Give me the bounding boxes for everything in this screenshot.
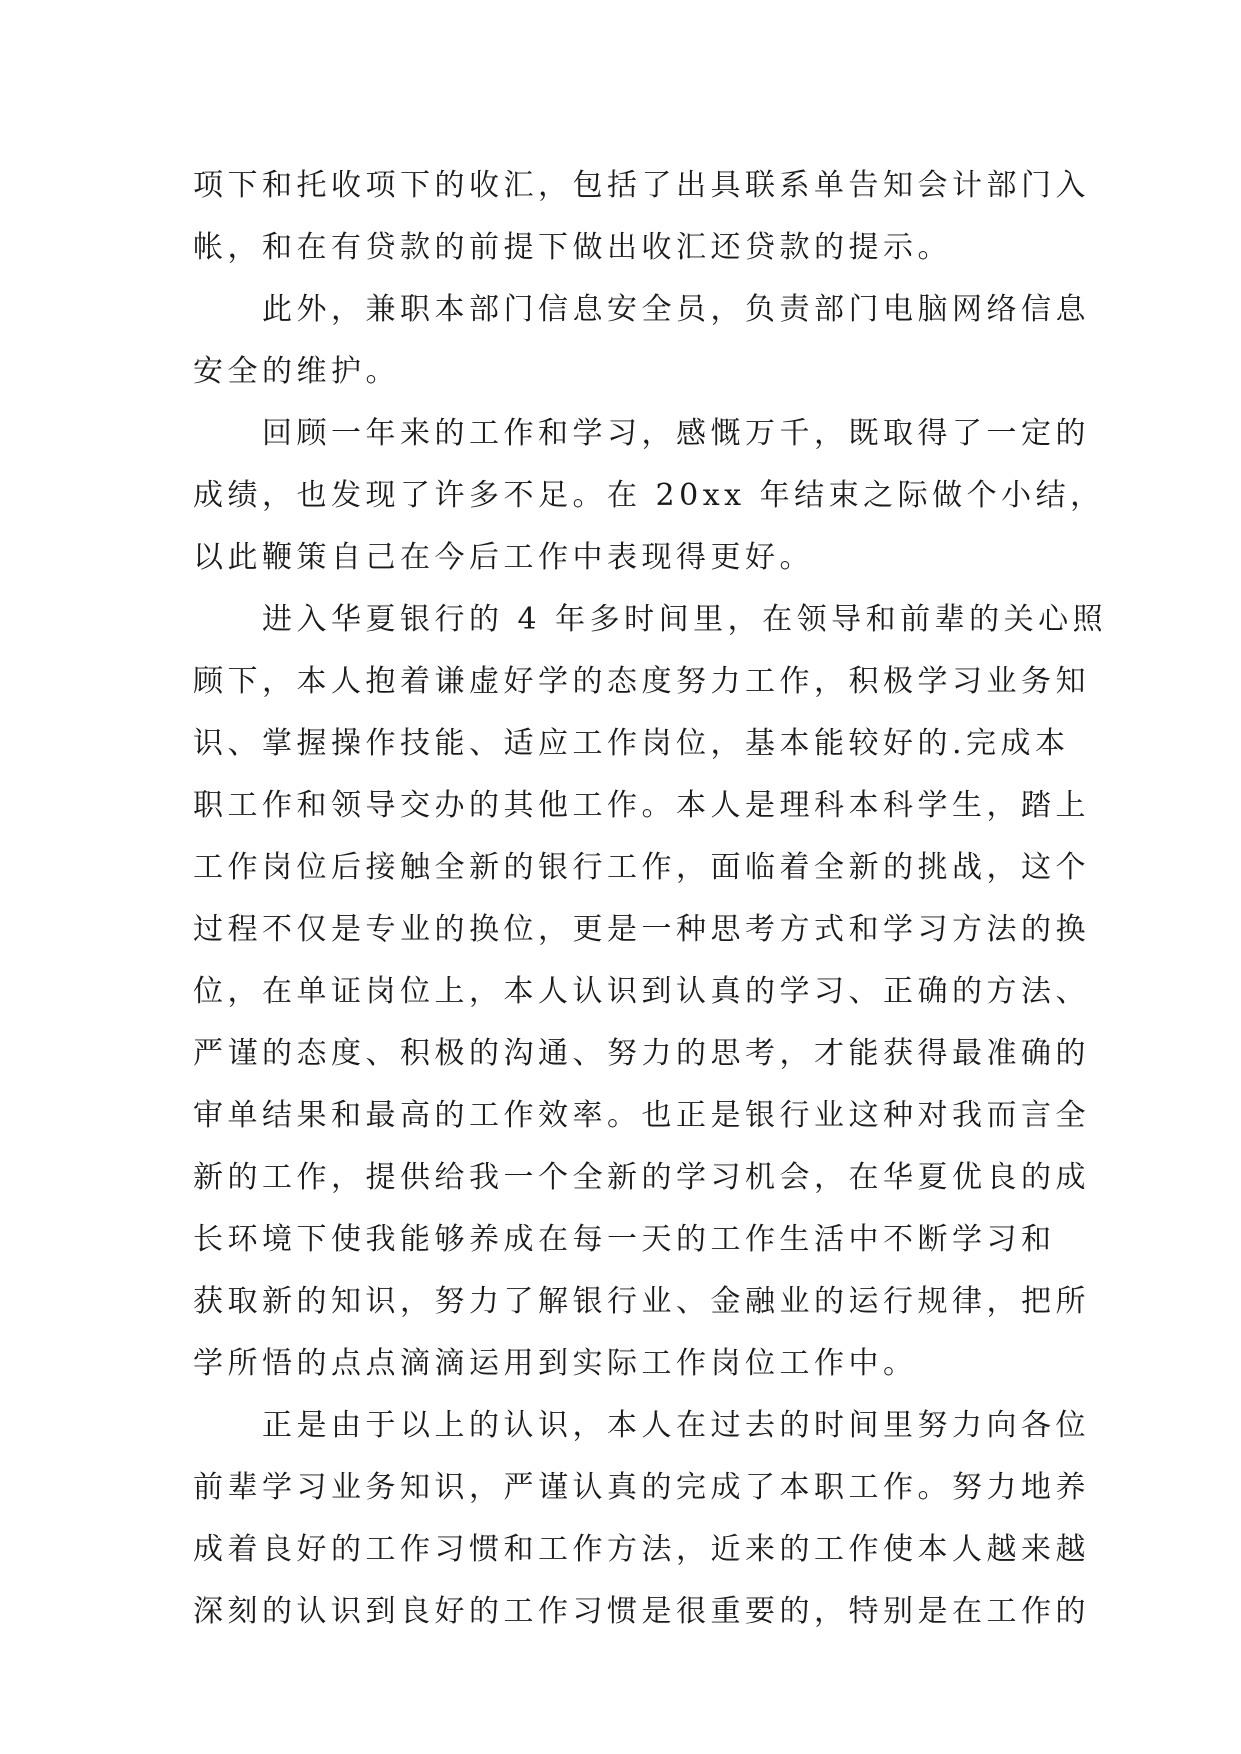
text-line: 回顾一年来的工作和学习，感慨万千，既取得了一定的 bbox=[193, 416, 1090, 451]
text-line: 成着良好的工作习惯和工作方法，近来的工作使本人越来越 bbox=[193, 1532, 1090, 1567]
text-line: 成绩，也发现了许多不足。在 20xx 年结束之际做个小结， bbox=[193, 478, 1105, 513]
text-line: 学所悟的点点滴滴运用到实际工作岗位工作中。 bbox=[193, 1346, 918, 1381]
text-line: 工作岗位后接触全新的银行工作，面临着全新的挑战，这个 bbox=[193, 850, 1090, 885]
text-line: 帐，和在有贷款的前提下做出收汇还贷款的提示。 bbox=[193, 230, 952, 265]
body-text bbox=[193, 155, 1108, 1643]
text-line: 此外，兼职本部门信息安全员，负责部门电脑网络信息 bbox=[193, 292, 1090, 327]
text-line: 顾下，本人抱着谦虚好学的态度努力工作，积极学习业务知 bbox=[193, 664, 1090, 699]
text-line: 深刻的认识到良好的工作习惯是很重要的，特别是在工作的 bbox=[193, 1594, 1090, 1629]
text-line: 新的工作，提供给我一个全新的学习机会，在华夏优良的成 bbox=[193, 1160, 1090, 1195]
text-line: 进入华夏银行的 4 年多时间里，在领导和前辈的关心照 bbox=[193, 602, 1108, 637]
text-line: 获取新的知识，努力了解银行业、金融业的运行规律，把所 bbox=[193, 1284, 1090, 1319]
text-line: 职工作和领导交办的其他工作。本人是理科本科学生，踏上 bbox=[193, 788, 1090, 823]
text-line: 前辈学习业务知识，严谨认真的完成了本职工作。努力地养 bbox=[193, 1470, 1090, 1505]
text-line: 以此鞭策自己在今后工作中表现得更好。 bbox=[193, 540, 814, 575]
text-line: 严谨的态度、积极的沟通、努力的思考，才能获得最准确的 bbox=[193, 1036, 1090, 1071]
text-line: 位，在单证岗位上，本人认识到认真的学习、正确的方法、 bbox=[193, 974, 1090, 1009]
text-line: 正是由于以上的认识，本人在过去的时间里努力向各位 bbox=[193, 1408, 1090, 1443]
text-line: 识、掌握操作技能、适应工作岗位，基本能较好的.完成本 bbox=[193, 726, 1070, 761]
text-line: 长环境下使我能够养成在每一天的工作生活中不断学习和 bbox=[193, 1222, 1056, 1257]
text-line: 审单结果和最高的工作效率。也正是银行业这种对我而言全 bbox=[193, 1098, 1090, 1133]
text-line: 项下和托收项下的收汇，包括了出具联系单告知会计部门入 bbox=[193, 168, 1090, 203]
text-line: 过程不仅是专业的换位，更是一种思考方式和学习方法的换 bbox=[193, 912, 1090, 947]
text-line: 安全的维护。 bbox=[193, 354, 400, 389]
